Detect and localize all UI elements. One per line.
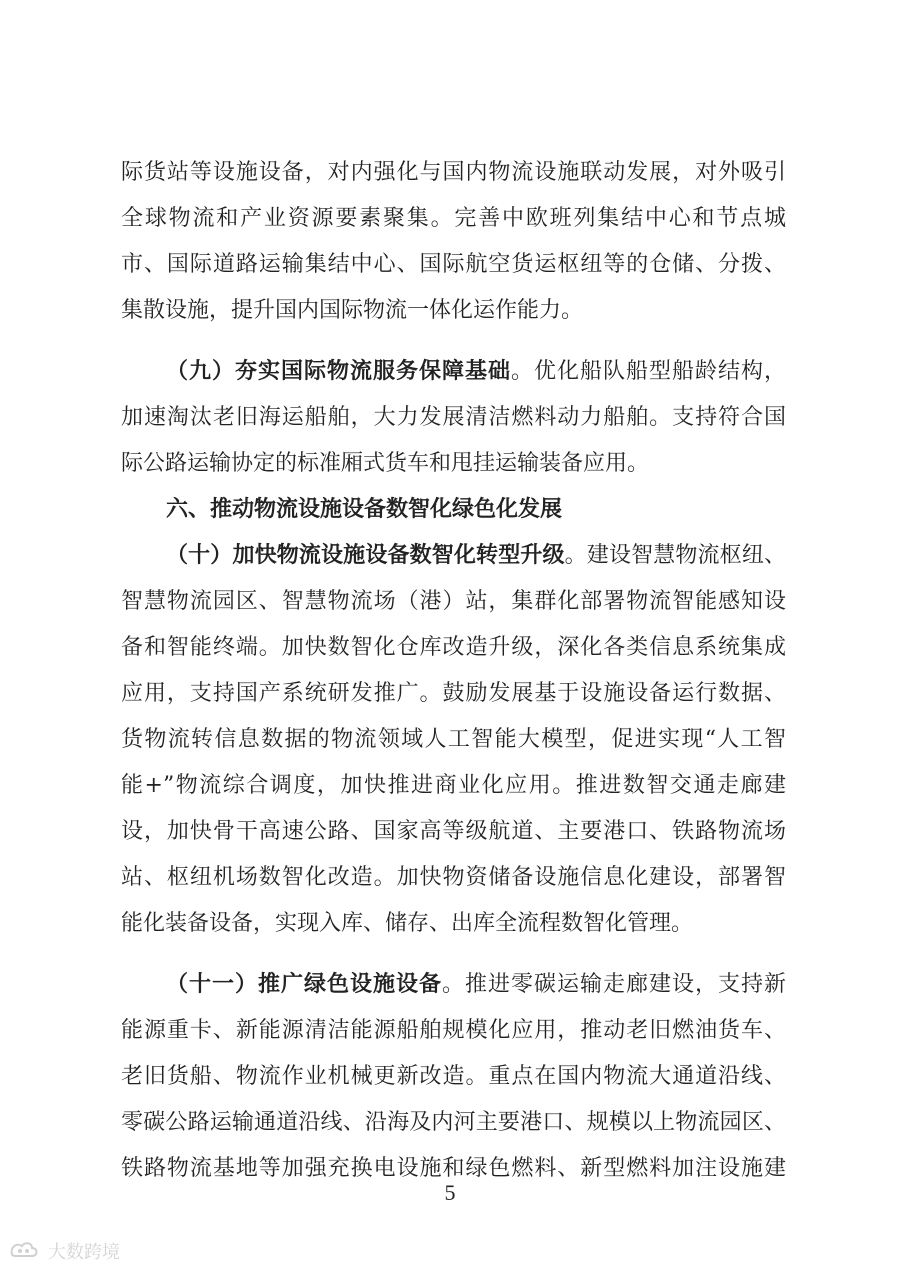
watermark — [8, 1236, 120, 1266]
document-body — [121, 150, 786, 1192]
body-line: 铁路物流基地等加强充换电设施和绿色燃料、新型燃料加注设施建 — [121, 1156, 786, 1181]
section-9-line — [121, 349, 786, 395]
section-10-line — [121, 533, 786, 579]
body-line: 加速淘汰老旧海运船舶，大力发展清洁燃料动力船舶。支持符合国 — [121, 405, 786, 430]
body-line: 际货站等设施设备，对内强化与国内物流设施联动发展，对外吸引 — [121, 160, 786, 185]
body-line: 能+”物流综合调度，加快推进商业化应用。推进数智交通走廊建 — [121, 773, 786, 798]
section-9-text: 。优化船队船型船龄结构， — [510, 359, 786, 384]
body-line: 老旧货船、物流作业机械更新改造。重点在国内物流大通道沿线、 — [121, 1064, 786, 1089]
watermark-logo-icon — [8, 1240, 42, 1262]
body-line: 市、国际道路运输集结中心、国际航空货运枢纽等的仓储、分拨、 — [121, 252, 786, 277]
body-line: 货物流转信息数据的物流领域人工智能大模型，促进实现“人工智 — [121, 727, 786, 752]
watermark-text: 大数跨境 — [48, 1242, 120, 1263]
section-heading: 六、推动物流设施设备数智化绿色化发展 — [166, 497, 563, 522]
body-line: 能化装备设备，实现入库、储存、出库全流程数智化管理。 — [121, 911, 694, 936]
body-line: 集散设施，提升国内国际物流一体化运作能力。 — [121, 298, 584, 323]
page-number: 5 — [444, 1180, 456, 1205]
body-line: 能源重卡、新能源清洁能源船舶规模化应用，推动老旧燃油货车、 — [121, 1018, 786, 1043]
section-11-lead: （十一）推广绿色设施设备 — [166, 972, 442, 997]
section-10-lead: （十）加快物流设施设备数智化转型升级 — [166, 543, 565, 568]
section-11-line — [121, 962, 786, 1008]
body-line: 零碳公路运输通道沿线、沿海及内河主要港口、规模以上物流园区、 — [121, 1110, 786, 1135]
section-11-text: 。推进零碳运输走廊建设，支持新 — [442, 972, 786, 997]
body-line: 应用，支持国产系统研发推广。鼓励发展基于设施设备运行数据、 — [121, 681, 786, 706]
body-line: 智慧物流园区、智慧物流场（港）站，集群化部署物流智能感知设 — [121, 589, 786, 614]
body-line: 站、枢纽机场数智化改造。加快物资储备设施信息化建设，部署智 — [121, 865, 786, 890]
section-9-lead: （九）夯实国际物流服务保障基础 — [166, 359, 511, 384]
body-line: 设，加快骨干高速公路、国家高等级航道、主要港口、铁路物流场 — [121, 819, 786, 844]
body-line: 备和智能终端。加快数智化仓库改造升级，深化各类信息系统集成 — [121, 635, 786, 660]
section-10-text: 。建设智慧物流枢纽、 — [564, 543, 786, 568]
body-line: 际公路运输协定的标准厢式货车和甩挂运输装备应用。 — [121, 451, 650, 476]
body-line: 全球物流和产业资源要素聚集。完善中欧班列集结中心和节点城 — [121, 206, 786, 231]
